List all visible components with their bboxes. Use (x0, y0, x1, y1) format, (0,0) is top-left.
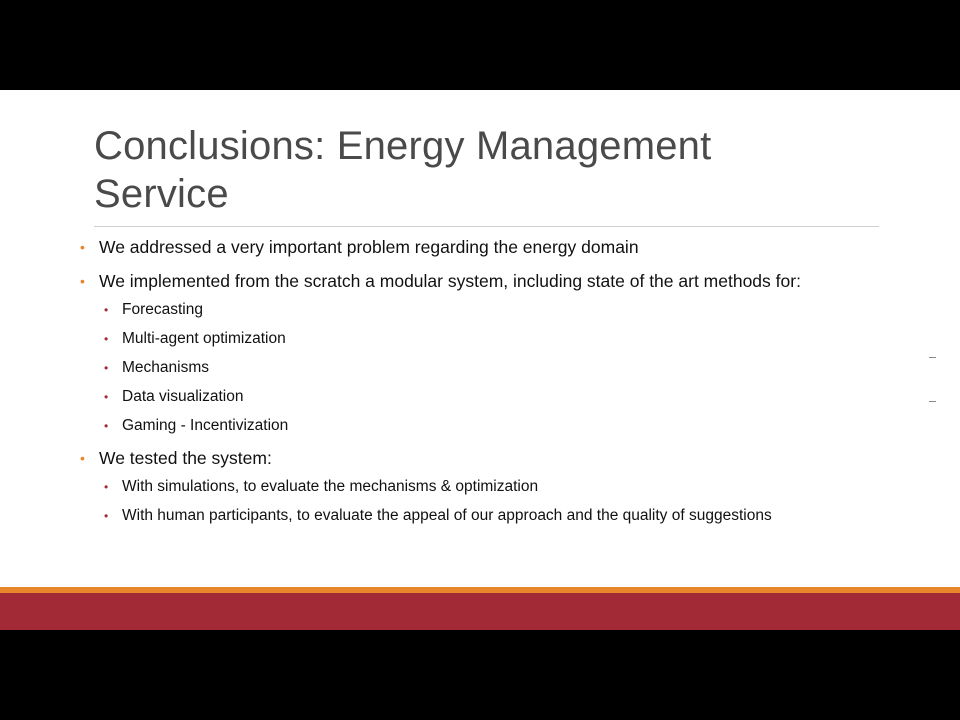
sub-bullet-dot-icon: • (104, 303, 109, 317)
sub-bullet-text: Mechanisms (122, 359, 209, 376)
bullet-dot-icon: • (80, 450, 85, 466)
sub-bullet-item (99, 356, 840, 380)
bullet-text: We tested the system: (99, 448, 272, 468)
decorative-tick (929, 401, 936, 402)
sub-bullet-dot-icon: • (104, 509, 109, 523)
sub-bullet-item (99, 327, 840, 351)
bullet-text: We addressed a very important problem regarding the energy domain (99, 237, 639, 257)
sub-bullet-dot-icon: • (104, 332, 109, 346)
sub-bullet-dot-icon: • (104, 419, 109, 433)
sub-bullet-list (99, 475, 840, 528)
decorative-tick (929, 357, 936, 358)
sub-bullet-item (99, 475, 840, 499)
sub-bullet-item (99, 504, 840, 528)
bullet-list (80, 234, 840, 535)
sub-bullet-list (99, 298, 840, 438)
bullet-item (80, 268, 840, 438)
sub-bullet-text: Forecasting (122, 301, 203, 318)
sub-bullet-dot-icon: • (104, 480, 109, 494)
sub-bullet-dot-icon: • (104, 361, 109, 375)
sub-bullet-item (99, 414, 840, 438)
sub-bullet-item (99, 385, 840, 409)
slide (0, 90, 960, 630)
bullet-text: We implemented from the scratch a modular system, including state of the art methods for: (99, 271, 801, 291)
bullet-dot-icon: • (80, 273, 85, 289)
sub-bullet-text: With human participants, to evaluate the appeal of our approach and the quality of suggestions (122, 507, 772, 524)
bullet-dot-icon: • (80, 239, 85, 255)
title-divider (94, 226, 879, 227)
bullet-item (80, 234, 840, 261)
bullet-item (80, 445, 840, 528)
sub-bullet-text: Gaming - Incentivization (122, 417, 289, 434)
slide-title: Conclusions: Energy Management Service (94, 124, 712, 216)
sub-bullet-dot-icon: • (104, 390, 109, 404)
sub-bullet-text: Multi-agent optimization (122, 330, 286, 347)
sub-bullet-text: Data visualization (122, 388, 244, 405)
sub-bullet-item (99, 298, 840, 322)
footer-red-band (0, 593, 960, 630)
sub-bullet-text: With simulations, to evaluate the mechanisms & optimization (122, 478, 539, 495)
